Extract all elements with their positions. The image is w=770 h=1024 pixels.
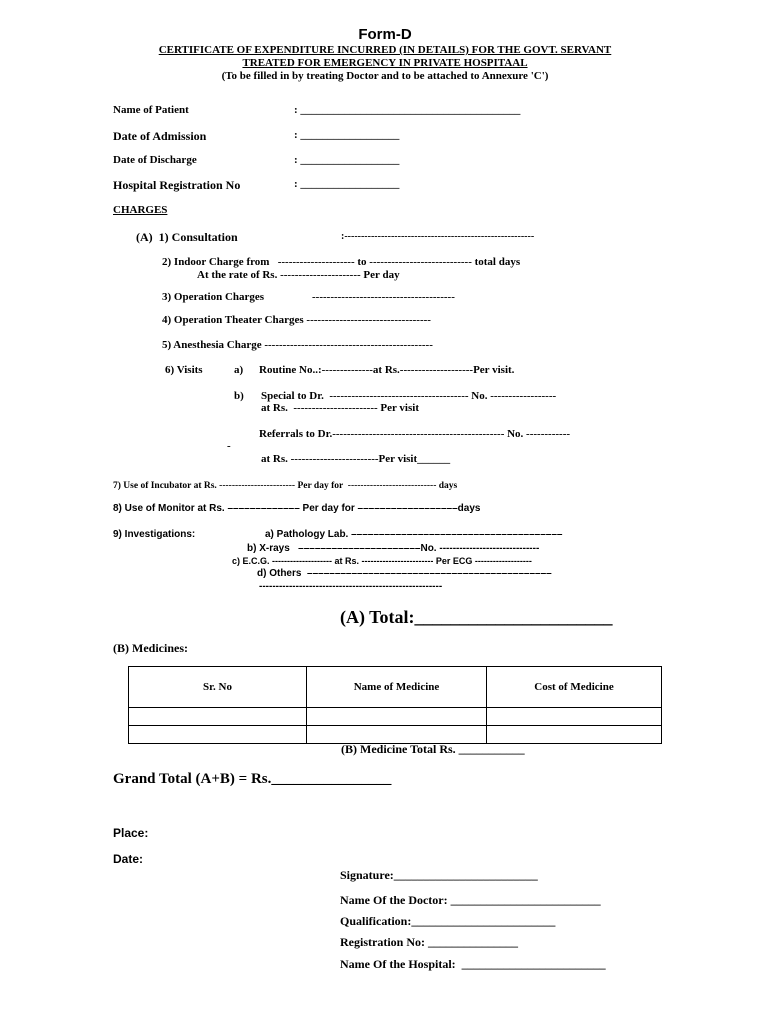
others-line[interactable]: d) Others –––––––––––––––––––––––––––––––––––––––––––– bbox=[257, 568, 552, 579]
indoor-rate-line[interactable]: At the rate of Rs. ---------------------- Per day bbox=[197, 269, 400, 281]
operation-charges-field[interactable]: --------------------------------------- bbox=[312, 291, 455, 303]
referrals-dash: - bbox=[227, 440, 231, 452]
medicines-heading: (B) Medicines: bbox=[113, 641, 188, 655]
operation-charges-label: 3) Operation Charges bbox=[162, 291, 265, 303]
table-cell[interactable] bbox=[307, 708, 487, 726]
charges-heading: CHARGES bbox=[113, 204, 168, 216]
total-a[interactable]: (A) Total:______________________ bbox=[340, 607, 613, 627]
discharge-date-label: Date of Discharge bbox=[113, 154, 197, 166]
certificate-title-line1: CERTIFICATE OF EXPENDITURE INCURRED (IN DETAILS) FOR THE GOVT. SERVANT bbox=[158, 44, 612, 56]
column-medicine-name: Name of Medicine bbox=[307, 667, 487, 708]
visits-label: 6) Visits bbox=[165, 364, 203, 376]
doctor-name-line[interactable]: Name Of the Doctor: _________________________ bbox=[340, 893, 601, 907]
place-label: Place: bbox=[113, 826, 149, 840]
grand-total[interactable]: Grand Total (A+B) = Rs.________________ bbox=[113, 771, 392, 787]
registration-no-line[interactable]: Registration No: _______________ bbox=[340, 935, 518, 949]
table-row bbox=[129, 726, 662, 744]
table-row bbox=[129, 708, 662, 726]
visit-special-rate-line[interactable]: at Rs. ----------------------- Per visit bbox=[261, 402, 419, 414]
hospital-registration-label: Hospital Registration No bbox=[113, 178, 241, 192]
referrals-rate-line[interactable]: at Rs. ------------------------Per visit______ bbox=[261, 453, 451, 465]
admission-date-field[interactable]: : __________________ bbox=[294, 129, 400, 141]
admission-date-label: Date of Admission bbox=[113, 129, 207, 143]
certificate-title-line2: TREATED FOR EMERGENCY IN PRIVATE HOSPITAAL bbox=[242, 57, 528, 69]
date-label: Date: bbox=[113, 852, 144, 866]
anesthesia-line[interactable]: 5) Anesthesia Charge ---------------------------------------------- bbox=[162, 339, 433, 351]
ecg-line[interactable]: c) E.C.G. -------------------- at Rs. ------------------------ Per ECG ------------------- bbox=[232, 556, 532, 566]
consultation-field[interactable]: :--------------------------------------------------------- bbox=[341, 231, 535, 242]
consultation-label: (A) 1) Consultation bbox=[136, 230, 238, 244]
visit-special-line[interactable]: Special to Dr. -------------------------------------- No. ------------------ bbox=[261, 390, 557, 402]
monitor-line[interactable]: 8) Use of Monitor at Rs. ––––––––––––– Per day for ––––––––––––––––––days bbox=[113, 503, 481, 514]
operation-theater-line[interactable]: 4) Operation Theater Charges ---------------------------------- bbox=[162, 314, 431, 326]
pathology-lab-line[interactable]: a) Pathology Lab. –––––––––––––––––––––––––––––––––––––– bbox=[265, 529, 563, 540]
incubator-line[interactable]: 7) Use of Incubator at Rs. ------------------------ Per day for ---------------------------- days bbox=[113, 481, 458, 491]
form-title: Form-D bbox=[358, 26, 412, 43]
indoor-charge-line[interactable]: 2) Indoor Charge from --------------------- to ---------------------------- total days bbox=[162, 256, 521, 268]
table-cell[interactable] bbox=[487, 726, 662, 744]
table-cell[interactable] bbox=[129, 726, 307, 744]
table-cell[interactable] bbox=[487, 708, 662, 726]
visit-a-marker: a) bbox=[234, 364, 244, 376]
patient-name-field[interactable]: : ________________________________________ bbox=[294, 104, 521, 116]
visit-b-marker: b) bbox=[234, 390, 244, 402]
visit-routine-line[interactable]: Routine No..:--------------at Rs.--------------------Per visit. bbox=[259, 364, 515, 376]
medicine-total[interactable]: (B) Medicine Total Rs. ___________ bbox=[341, 742, 525, 756]
x-rays-line[interactable]: b) X-rays ––––––––––––––––––––––No. ------------------------------ bbox=[247, 543, 540, 554]
hospital-registration-field[interactable]: : __________________ bbox=[294, 178, 400, 190]
signature-line[interactable]: Signature:________________________ bbox=[340, 868, 538, 882]
referrals-line[interactable]: Referrals to Dr.----------------------------------------------- No. ------------ bbox=[259, 428, 571, 440]
others-continuation-line[interactable]: ------------------------------------------------------- bbox=[259, 581, 443, 592]
discharge-date-field[interactable]: : __________________ bbox=[294, 154, 400, 166]
column-medicine-cost: Cost of Medicine bbox=[487, 667, 662, 708]
table-cell[interactable] bbox=[129, 708, 307, 726]
medicines-table-header bbox=[129, 667, 662, 708]
certificate-instruction: (To be filled in by treating Doctor and to be attached to Annexure 'C') bbox=[221, 70, 549, 82]
qualification-line[interactable]: Qualification:________________________ bbox=[340, 914, 556, 928]
hospital-name-line[interactable]: Name Of the Hospital: ________________________ bbox=[340, 957, 606, 971]
investigations-label: 9) Investigations: bbox=[113, 529, 196, 540]
table-cell[interactable] bbox=[307, 726, 487, 744]
medicines-table bbox=[128, 666, 662, 744]
patient-name-label: Name of Patient bbox=[113, 104, 189, 116]
column-sr-no: Sr. No bbox=[129, 667, 307, 708]
